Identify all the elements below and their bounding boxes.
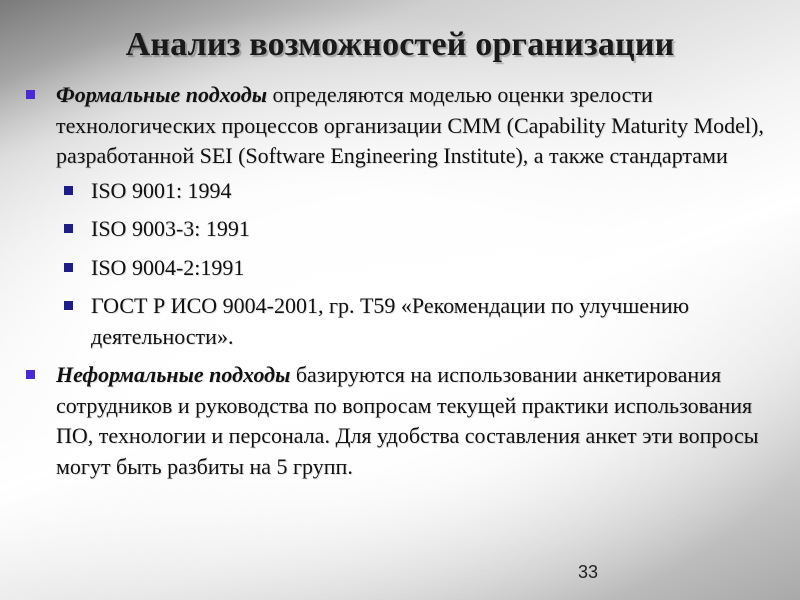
square-bullet-icon [64,186,73,195]
page-number: 33 [578,562,599,582]
standard-item [64,176,776,207]
standard-text: ISO 9004-2:1991 [91,254,245,280]
standard-text: ISO 9001: 1994 [91,177,232,203]
square-bullet-icon [64,224,73,233]
standards-list [64,176,776,353]
slide-title: Анализ возможностей организации [125,26,675,63]
standard-text: ГОСТ Р ИСО 9004-2001, гр. Т59 «Рекомендации по улучшению деятельности». [91,293,690,349]
formal-approaches-term: Формальные подходы [56,82,267,107]
bullet-formal-approaches [26,80,776,172]
informal-approaches-term: Неформальные подходы [56,362,291,387]
standard-item [64,253,776,284]
square-bullet-icon [64,301,73,310]
square-bullet-icon [64,263,73,272]
bullet-informal-approaches [26,360,776,482]
standard-item [64,214,776,245]
square-bullet-icon [26,90,35,99]
formal-approaches-text: определяются моделью оценки зрелости технологических процессов организации CMM (Capability Maturity Model), разработанной SEI (Software Engineering Institute), а также стандартами [56,82,764,168]
standard-item [64,291,776,352]
standard-text: ISO 9003-3: 1991 [91,216,250,241]
square-bullet-icon [26,370,35,379]
informal-approaches-text: базируются на использовании анкетирования сотрудников и руководства по вопросам текущей практики использования ПО, технологии и персонала. Для удобства составления анкет эти вопросы могут быть разбиты на 5 групп. [56,362,759,479]
slide-content [26,80,776,486]
